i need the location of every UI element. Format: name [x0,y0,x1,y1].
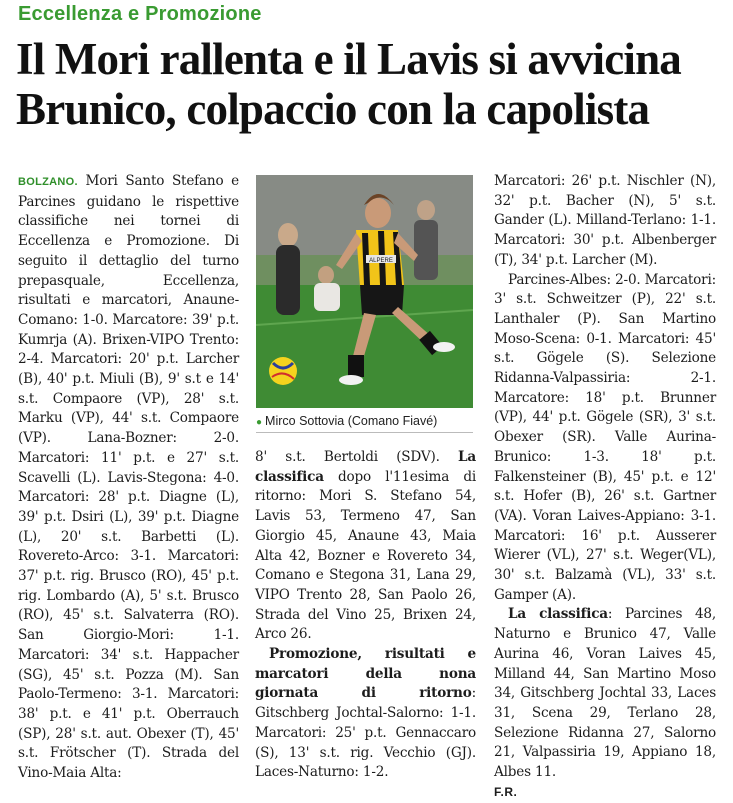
shirt-sponsor-text: ALPERE [369,258,393,264]
photo-caption [256,414,473,433]
article-column-2 [255,448,476,783]
dateline: BOLZANO. [18,176,78,188]
promozione-heading: Promozione, risultati e marcatori della nona giornata di ritorno [255,646,476,702]
article-promozione-standings-paragraph [494,605,716,782]
article-photo [256,175,473,408]
article-eccellenza-standings-paragraph [255,448,476,645]
standings-heading: La classifica [255,449,476,485]
bullet-icon: ● [256,417,263,428]
section-kicker: Eccellenza e Promozione [18,3,262,25]
author-signature [494,783,716,803]
headline-line-1: Il Mori rallenta e il Lavis si avvicina [16,34,682,84]
article-results-paragraph-2: Parcines-Albes: 2-0. Marcatori: 3' s.t. Schweitzer (P), 22' s.t. Lanthaler (P). San Martino Moso-Scena: 0-1. Marcatori: 45' s.t. Gögele (S). Selezione Ridanna-Valpassiria: 2-1. Marcatore: 18' p.t. Brunner (VP), 44' p.t. Gögele (SR), 3' s.t. Obexer (SR). Valle Aurina-Brunico: 1-3. 18' p.t. Falkensteiner (B), 45' p.t. e 12' s.t. Hofer (B), 26' s.t. Gartner (VA). Voran Laives-Appiano: 3-1. Marcatori: 16' p.t. Ausserer Wierer (VL), 27' s.t. Weger(VL), 30' s.t. Balzamà (VL), 33' s.t. Gamper (A). [494,271,716,603]
article-intro-paragraph [18,172,239,784]
paragraph-text: dopo l'11esima di ritorno: Mori S. Stefano 54, Lavis 53, Termeno 47, San Giorgio 45, Anaune 43, Maia Alta 42, Bozner e Rovereto 34, Comano e Stegona 31, Lana 29, VIPO Trento 28, San Paolo 26, Strada del Vino 25, Brixen 24, Arco 26. [255,468,476,643]
photo-caption-text: Mirco Sottovia (Comano Fiavé) [265,414,438,428]
article-column-1 [18,172,239,784]
paragraph-text: 8' s.t. Bertoldi (SDV). [255,449,459,465]
paragraph-text: : Parcines 48, Naturno e Brunico 47, Valle Aurina 46, Voran Laives 45, Milland 44, San Martino Moso 34, Gitschberg Jochtal 33, Laces 31, Scena 29, Terlano 28, Selezione Ridanna 27, Salorno 21, Valpassiria 19, Appiano 18, Albes 11. [494,606,716,781]
article-results-paragraph-1: Marcatori: 26' p.t. Nischler (N), 32' p.t. Bacher (N), 5' s.t. Gander (L). Milland-Terlano: 1-1. Marcatori: 30' p.t. Albenberger (T), 34' p.t. Larcher (M). [494,173,716,268]
headline [16,34,728,134]
article-promozione-paragraph [255,645,476,783]
article-intro-text: Mori Santo Stefano e Parcines guidano le rispettive classifiche nei tornei di Eccellenza e Promozione. Di seguito il dettaglio del turno prepasquale, Eccellenza, risultati e marcatori, Anaune-Comano: 1-0. Marcatore: 39' p.t. Kumrja (A). Brixen-VIPO Trento: 2-4. Marcatori: 20' p.t. Larcher (B), 40' p.t. Miuli (B), 9' s.t e 14' s.t. Compaore (VP), 28' s.t. Marku (VP), 44' s.t. Compaore (VP). Lana-Bozner: 2-0. Marcatori: 11' p.t. e 27' s.t. Scavelli (L). Lavis-Stegona: 4-0. Marcatori: 28' p.t. Diagne (L), 39' p.t. Dsiri (L), 39' p.t. Diagne (L), 20' s.t. Barbetti (L). Rovereto-Arco: 3-1. Marcatori: 37' p.t. rig. Brusco (RO), 45' p.t. rig. Lombardo (A), 5' s.t. Brusco (RO), 45' s.t. Salvaterra (RO). San Giorgio-Mori: 1-1. Marcatori: 34' s.t. Happacher (SG), 45' s.t. Pozza (M). San Paolo-Termeno: 3-1. Marcatori: 38' p.t. e 41' p.t. Oberrauch (SP), 28' s.t. aut. Obexer (T), 45' s.t. Frötscher (T). Strada del Vino-Maia Alta: [18,173,239,782]
headline-line-2: Brunico, colpaccio con la capolista [16,84,650,134]
signature-text: F.R. [494,784,518,799]
paragraph-text: : Gitschberg Jochtal-Salorno: 1-1. Marcatori: 25' p.t. Gennaccaro (S), 13' s.t. rig. Vecchio (GJ). Laces-Naturno: 1-2. [255,685,476,781]
article-column-3 [494,172,716,803]
soccer-player-illustration [256,175,473,408]
standings-heading: La classifica [508,606,608,623]
